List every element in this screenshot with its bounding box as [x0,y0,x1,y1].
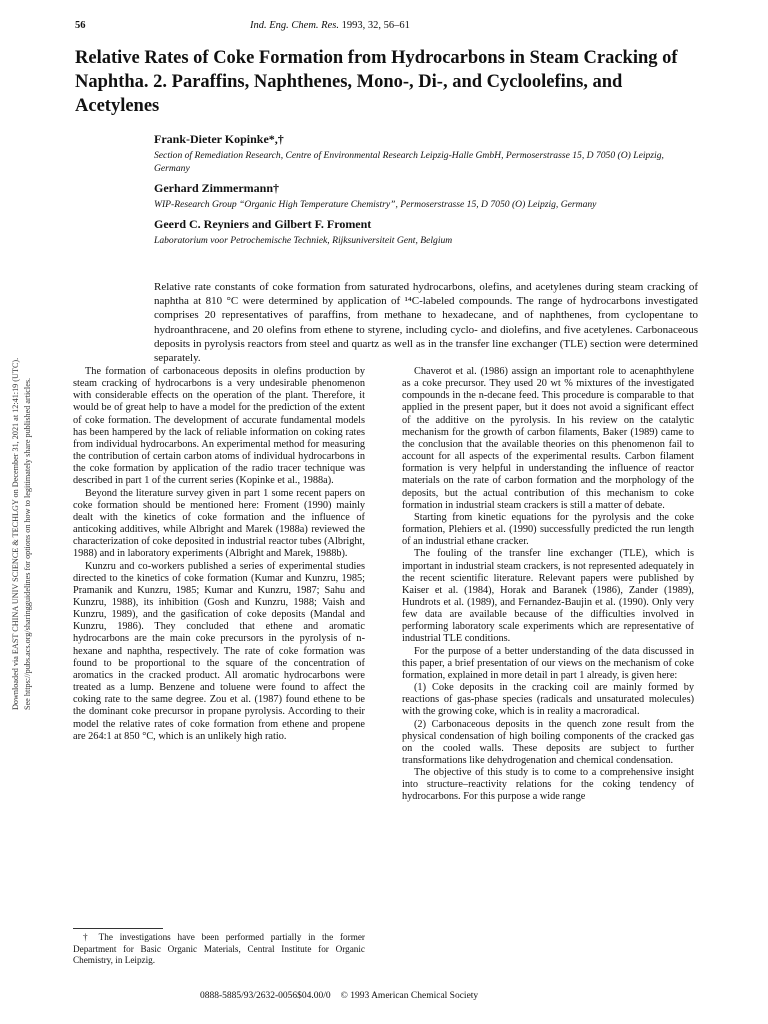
body-column-left [73,366,365,743]
article-code: 0888-5885/93/2632-0056$04.00/0 [200,991,331,1001]
author-block [154,217,699,247]
author-affiliation: WIP-Research Group “Organic High Temperature Chemistry”, Permoserstrasse 15, D 7050 (O) Leipzig, Germany [154,199,597,210]
author-affiliation: Section of Remediation Research, Centre of Environmental Research Leipzig-Halle GmbH, Permoserstrasse 15, D 7050 (O) Leipzig, Germany [154,150,664,174]
page-footer [200,991,620,1001]
abstract: Relative rate constants of coke formation from saturated hydrocarbons, olefins, and acetylenes during steam cracking of naphtha at 810 °C were determined by application of ¹⁴C-labeled compounds. The range of hydrocarbons investigated comprises 20 representatives of paraffins, from methane to hexadecane, and of naphthenes, from cyclopentane to hydroanthracene, and 20 olefins from ethene to styrene, including cyclo- and diolefins, and five acetylenes. Carbonaceous deposits in pyrolysis reactors from steel and quartz as well as in the transfer line exchanger (TLE) section were determined separately. [154,281,698,365]
footnote-divider [73,928,163,929]
article-title: Relative Rates of Coke Formation from Hydrocarbons in Steam Cracking of Naphtha. 2. Paraffins, Naphthenes, Mono-, Di-, and Cycloolefins, and Acetylenes [75,48,678,116]
journal-name: Ind. Eng. Chem. Res. [250,20,339,31]
copyright-notice: © 1993 American Chemical Society [340,991,479,1001]
author-name: Gerhard Zimmermann† [154,181,279,195]
author-name: Geerd C. Reyniers and Gilbert F. Froment [154,217,372,231]
body-paragraph: The objective of this study is to come to a comprehensive insight into structure–reactivity relations for the coking tendency of hydrocarbons. For this purpose a wide range [402,767,694,803]
body-paragraph: Starting from kinetic equations for the pyrolysis and the coke formation, Plehiers et al. (1990) successfully predicted the run length of an industrial ethane cracker. [402,511,694,548]
body-paragraph: (1) Coke deposits in the cracking coil are mainly formed by reactions of gas-phase species (radicals and unsaturated molecules) with the growing coke, which is in reality a macroradical. [402,682,694,718]
author-affiliation: Laboratorium voor Petrochemische Techniek, Rijksuniversiteit Gent, Belgium [154,235,453,246]
page-number: 56 [75,20,86,31]
footnote: † The investigations have been performed partially in the former Department for Basic Organic Materials, Central Institute for Organic Chemistry, in Leipzig. [73,932,365,965]
body-paragraph: Kunzru and co-workers published a series of experimental studies directed to the kinetics of coke formation (Kumar and Kunzru, 1985; Pramanik and Kunzru, 1985; Kumar and Kunzru, 1987; Sahu and Kunzru, 1988), its inhibition (Gosh and Kunzru, 1988; Vaish and Kunzru, 1989), and the gasification of coke deposits (Mandal and Kunzru, 1986). They concluded that ethene and aromatic hydrocarbons are the main coke precursors in the pyrolysis of n-hexane and naphtha, respectively. The rate of coke formation was found to be proportional to the square of the concentration of aromatics in the cracked product. All aromatic hydrocarbons were treated as a lump. Benzene and toluene were found to affect the coking rate to the same degree. Zou et al. (1987) found ethene to be the dominant coke precursor in propane pyrolysis. According to their model the relative rates of coke formation from ethene and propene are 264:1 at 850 °C, which is an unlikely high ratio. [73,560,365,742]
author-block [154,181,699,211]
body-paragraph: Beyond the literature survey given in part 1 some recent papers on coke formation should be mentioned here: Froment (1990) mainly dealt with the kinetics of coke formation and the influence of anticoking additives, while Albright and Marek (1988a) reviewed the characterization of coke deposited in industrial reactor tubes (Albright, 1988) and in laboratory experiments (Albright and Marek, 1988b). [73,487,365,560]
download-watermark [10,290,40,710]
journal-volume-pages: 1993, 32, 56–61 [338,20,410,31]
body-paragraph: The fouling of the transfer line exchanger (TLE), which is important in industrial steam crackers, is not represented adequately in the recent scientific literature. Relevant papers were published by Kaiser et al. (1984), Horak and Baranek (1986), Zander (1989), Hundrots et al. (1989), and Fernandez-Baujin et al. (1990). Only very few data are available because of the difficulties involved in performing laboratory scale experiments which are representative of industrial TLE conditions. [402,548,694,645]
body-column-right [402,366,694,804]
journal-citation [250,20,410,31]
body-paragraph: The formation of carbonaceous deposits in olefins production by steam cracking of hydrocarbons is a very undesirable phenomenon with considerable effects on the operation of the plant. Therefore, it would be of great help to have a model for the prediction of the extent of coke formation. The development of accurate fundamental models has been hampered by the lack of reliable information on coking rates from individual hydrocarbons. An experimental method for measuring the contribution of certain carbon atoms of individual hydrocarbons in the coke formation by application of the radio tracer technique was described in part 1 of the current series (Kopinke et al., 1988a). [73,366,365,487]
author-block [154,132,699,175]
body-paragraph: (2) Carbonaceous deposits in the quench zone result from the physical condensation of high boiling components of the cracked gas on the cooled walls. These deposits are subject to further transformations like dehydrogenation and chemical condensation. [402,718,694,766]
body-paragraph: For the purpose of a better understanding of the data discussed in this paper, a brief presentation of our views on the mechanism of coke formation, explained in more detail in part 1 already, is given here: [402,645,694,681]
author-list [154,132,699,253]
author-name: Frank-Dieter Kopinke*,† [154,132,284,146]
running-head [75,20,695,38]
download-notice: Downloaded via EAST CHINA UNIV SCIENCE & TECHLGY on December 31, 2021 at 12:41:19 (UTC). [11,357,20,710]
sharing-guidelines-link[interactable]: See https://pubs.acs.org/sharingguidelines for options on how to legitimately share published articles. [23,377,32,710]
body-paragraph: Chaverot et al. (1986) assign an important role to acenaphthylene as a coke precursor. They used 20 wt % mixtures of the investigated compounds in the n-decane feed. This procedure is comparable to that applied in the present paper, but it does not avoid a significant effect of the additive on the pyrolysis. In his review on the catalytic mechanism for the growth of carbon filaments, Baker (1989) came to the conclusion that the available theories on this phenomenon fail to account for all aspects of the experimental results. Carbon filament formation is very helpful in understanding the influence of reactor materials on the rate of carbon formation and the morphology of the deposits, but the actual contribution of this mechanism to coke formation in industrial steam crackers is still a matter of debate. [402,366,694,511]
